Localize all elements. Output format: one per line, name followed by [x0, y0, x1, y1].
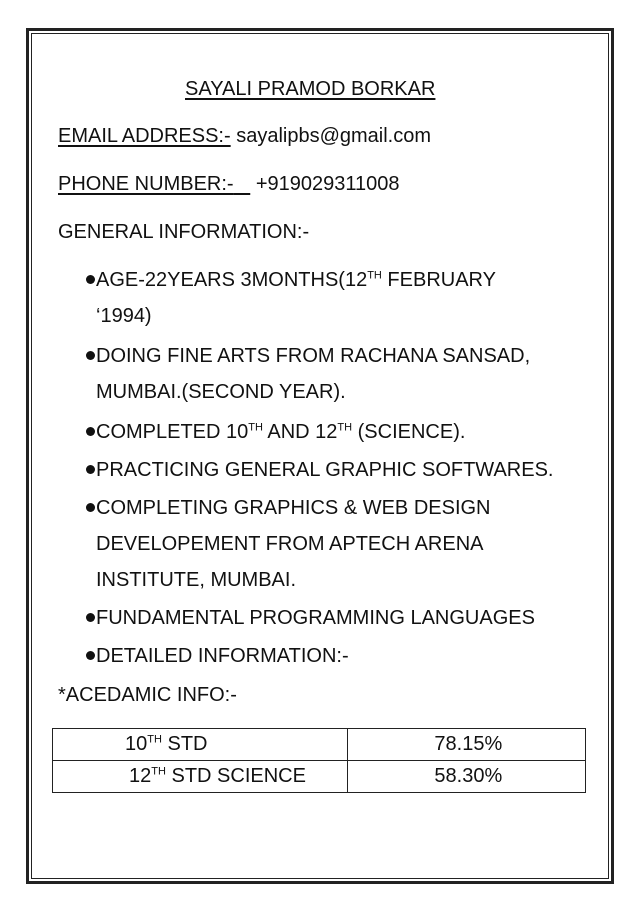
bullet-text [96, 262, 598, 298]
list-item [58, 262, 598, 338]
phone-label-gap [234, 173, 251, 195]
bullet-icon [86, 351, 95, 360]
age-suffix: FEBRUARY [381, 269, 496, 291]
age-sup: TH [367, 269, 382, 282]
std-num: 12 [129, 765, 152, 787]
bullet-text: DETAILED INFORMATION:- [96, 645, 349, 667]
table-cell-standard [53, 729, 348, 761]
phone-line [58, 173, 399, 196]
std-label: STD [161, 733, 208, 755]
academic-heading: *ACEDAMIC INFO:- [58, 684, 237, 706]
bullet-text: PRACTICING GENERAL GRAPHIC SOFTWARES. [96, 459, 554, 481]
bullet-text-line3: INSTITUTE, MUMBAI. [96, 569, 296, 591]
list-item [58, 490, 598, 600]
bullet-text-line2: ‘1994) [96, 305, 152, 327]
email-value: sayalipbs@gmail.com [236, 125, 432, 147]
phone-value: +919029311008 [255, 173, 400, 195]
list-item [58, 638, 598, 676]
bullet-icon [86, 613, 95, 622]
completed-sup2: TH [337, 421, 353, 434]
std-num: 10 [125, 733, 148, 755]
bullet-text: DOING FINE ARTS FROM RACHANA SANSAD, [96, 345, 531, 367]
table-cell-score: 58.30% [348, 761, 586, 793]
table-cell-standard [53, 761, 348, 793]
bullet-icon [86, 651, 95, 660]
bullet-text: FUNDAMENTAL PROGRAMMING LANGUAGES [96, 607, 535, 629]
bullet-icon [86, 503, 95, 512]
list-item [58, 414, 598, 452]
list-item [58, 452, 598, 490]
table-row [53, 729, 586, 761]
completed-suffix: (SCIENCE). [352, 421, 466, 443]
completed-sup1: TH [248, 421, 263, 434]
general-heading: GENERAL INFORMATION:- [58, 221, 310, 243]
completed-mid: AND 12 [262, 421, 338, 443]
academic-table [52, 728, 586, 793]
bullet-icon [86, 275, 95, 284]
bullet-icon [86, 465, 95, 474]
age-prefix: AGE-22YEARS 3MONTHS(12 [96, 269, 368, 291]
bullet-text [96, 414, 598, 450]
email-line [58, 125, 431, 148]
bullet-icon [86, 427, 95, 436]
completed-prefix: COMPLETED 10 [96, 421, 249, 443]
document-title: SAYALI PRAMOD BORKAR [185, 78, 436, 100]
list-item [58, 600, 598, 638]
bullet-text-line2: MUMBAI.(SECOND YEAR). [96, 381, 346, 403]
list-item [58, 338, 598, 414]
bullet-text-line2: DEVELOPEMENT FROM APTECH ARENA [96, 533, 484, 555]
email-label: EMAIL ADDRESS:- [58, 125, 231, 147]
bullet-text: COMPLETING GRAPHICS & WEB DESIGN [96, 497, 491, 519]
bullet-list [58, 262, 598, 676]
std-sup: TH [151, 765, 166, 778]
table-cell-score: 78.15% [348, 729, 586, 761]
std-sup: TH [147, 733, 162, 746]
std-label: STD SCIENCE [165, 765, 306, 787]
table-row [53, 761, 586, 793]
phone-label: PHONE NUMBER:- [58, 173, 234, 195]
